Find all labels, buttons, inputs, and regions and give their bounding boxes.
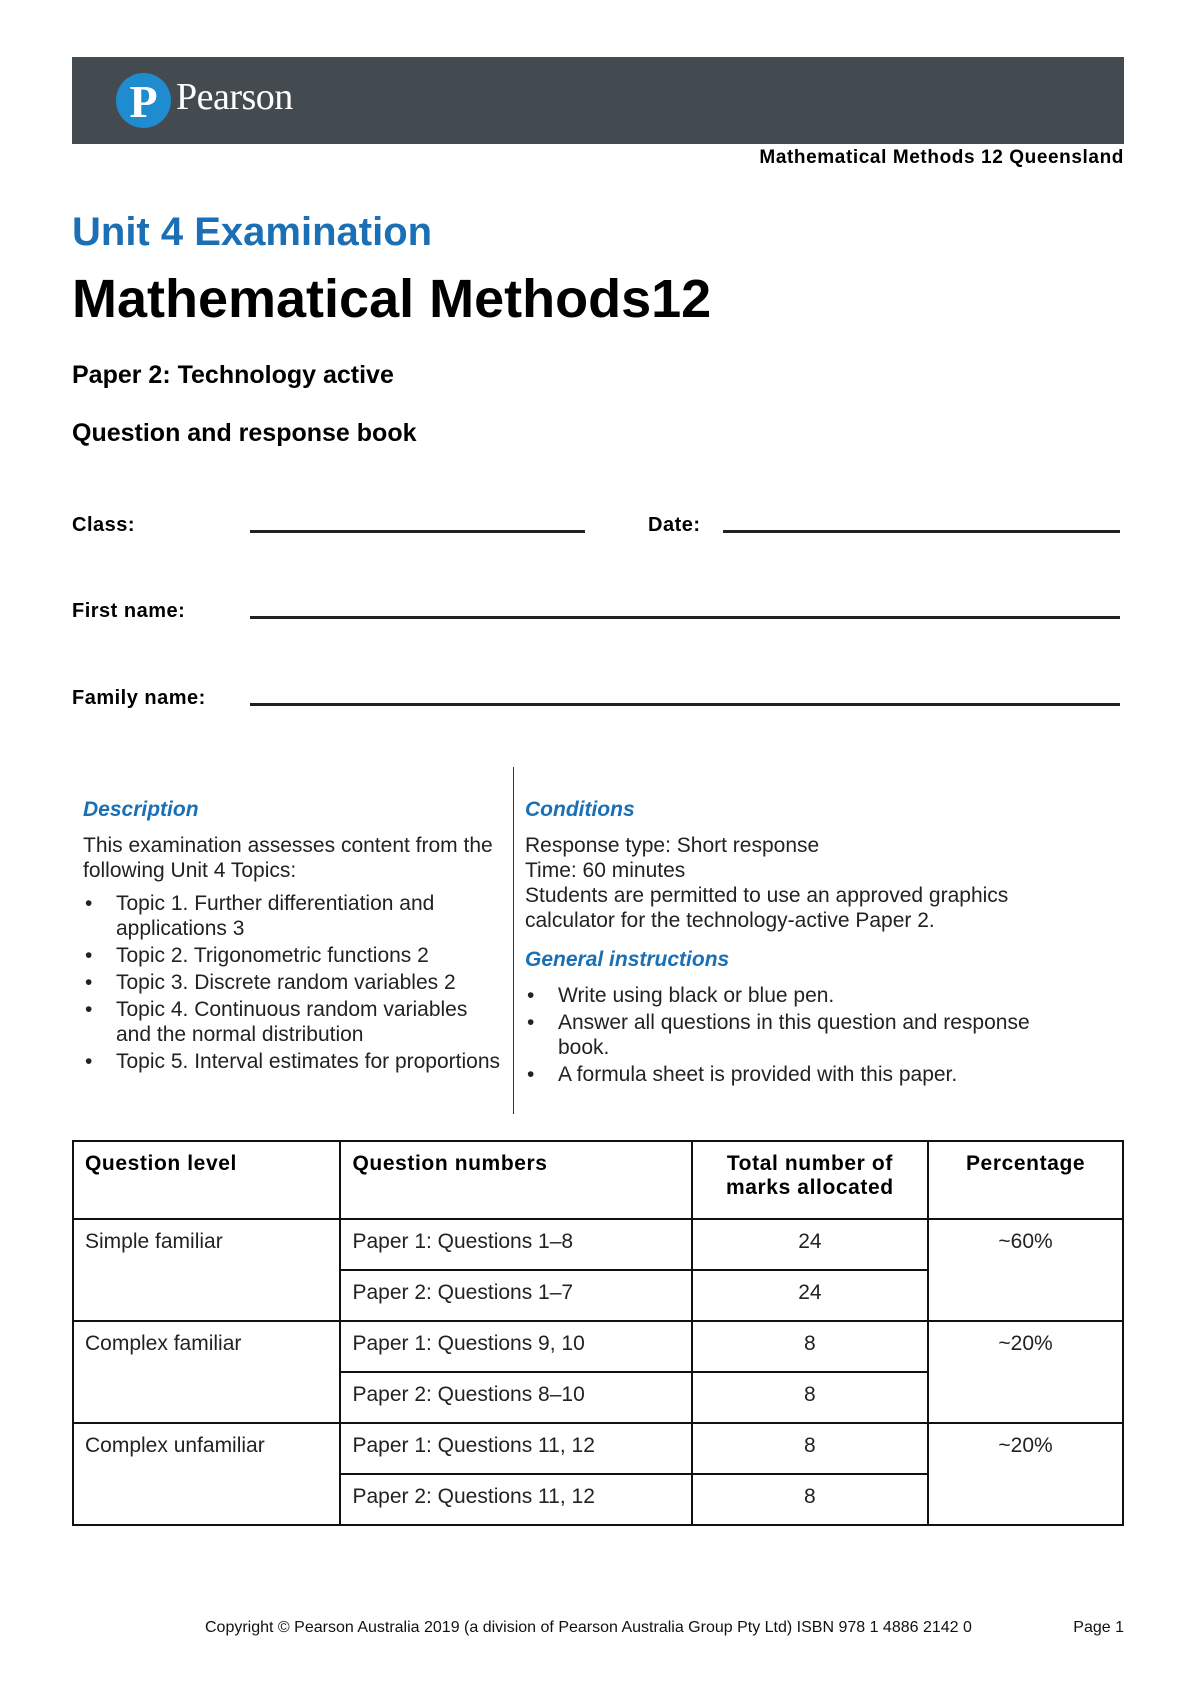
response-type: Response type: Short response [525, 834, 820, 857]
bullet-icon: • [85, 1050, 93, 1073]
date-field[interactable] [723, 530, 1120, 533]
percentage-cell: ~20% [928, 1321, 1123, 1423]
percentage-cell: ~60% [928, 1219, 1123, 1321]
questions-cell: Paper 2: Questions 11, 12 [340, 1474, 691, 1525]
marks-cell: 24 [692, 1270, 929, 1321]
column-header: Total number of marks allocated [692, 1141, 929, 1219]
class-field[interactable] [250, 530, 585, 533]
paper-subtitle: Paper 2: Technology active [72, 361, 394, 389]
marks-cell: 8 [692, 1321, 929, 1372]
instruction-text: Answer all questions in this question and response book. [558, 1011, 1030, 1059]
unit-title: Unit 4 Examination [72, 210, 433, 254]
conditions-panel [525, 797, 1085, 1089]
bullet-icon: • [527, 1011, 535, 1034]
list-item [525, 1010, 1085, 1060]
marks-cell: 8 [692, 1474, 929, 1525]
table-row [73, 1423, 1123, 1474]
column-header: Question numbers [340, 1141, 691, 1219]
table-row [73, 1219, 1123, 1270]
topic-text: Topic 2. Trigonometric functions 2 [116, 944, 429, 967]
page-number: Page 1 [1073, 1619, 1124, 1636]
topic-list [83, 891, 503, 1074]
book-subtitle: Question and response book [72, 419, 417, 447]
list-item [83, 943, 503, 968]
description-intro: This examination assesses content from the following Unit 4 Topics: [83, 834, 493, 882]
marks-cell: 24 [692, 1219, 929, 1270]
table-header-row [73, 1141, 1123, 1219]
questions-cell: Paper 2: Questions 8–10 [340, 1372, 691, 1423]
topic-text: Topic 4. Continuous random variables and the normal distribution [116, 998, 468, 1046]
brand-name: Pearson [176, 76, 293, 118]
table-row [73, 1321, 1123, 1372]
date-label: Date: [648, 514, 701, 536]
family-name-label: Family name: [72, 687, 206, 709]
calculator-note: Students are permitted to use an approved graphics calculator for the technology-active Paper 2. [525, 884, 1009, 932]
copyright-notice: Copyright © Pearson Australia 2019 (a division of Pearson Australia Group Pty Ltd) ISBN 978 1 4886 2142 0 [205, 1619, 972, 1636]
column-divider [513, 767, 514, 1114]
page-title: Mathematical Methods12 [72, 269, 712, 329]
logo-letter: P [129, 76, 158, 127]
column-header: Question level [73, 1141, 340, 1219]
instruction-text: A formula sheet is provided with this paper. [558, 1063, 958, 1086]
list-item [525, 983, 1085, 1008]
questions-cell: Paper 1: Questions 11, 12 [340, 1423, 691, 1474]
list-item [83, 970, 503, 995]
questions-cell: Paper 1: Questions 9, 10 [340, 1321, 691, 1372]
instructions-heading: General instructions [525, 948, 730, 971]
pearson-logo-icon [116, 73, 171, 128]
description-heading: Description [83, 798, 199, 821]
brand-banner [72, 57, 1124, 144]
column-header: Percentage [928, 1141, 1123, 1219]
list-item [83, 1049, 503, 1074]
bullet-icon: • [85, 892, 93, 915]
list-item [525, 1062, 1085, 1087]
bullet-icon: • [527, 1063, 535, 1086]
level-cell: Complex familiar [73, 1321, 340, 1423]
bullet-icon: • [85, 998, 93, 1021]
topic-text: Topic 1. Further differentiation and applications 3 [116, 892, 435, 940]
running-header: Mathematical Methods 12 Queensland [759, 147, 1124, 168]
list-item [83, 891, 503, 941]
bullet-icon: • [85, 944, 93, 967]
percentage-cell: ~20% [928, 1423, 1123, 1525]
questions-cell: Paper 2: Questions 1–7 [340, 1270, 691, 1321]
description-panel [83, 797, 503, 1076]
marks-cell: 8 [692, 1372, 929, 1423]
first-name-label: First name: [72, 600, 186, 622]
list-item [83, 997, 503, 1047]
questions-cell: Paper 1: Questions 1–8 [340, 1219, 691, 1270]
question-level-table [72, 1140, 1124, 1526]
level-cell: Simple familiar [73, 1219, 340, 1321]
class-label: Class: [72, 514, 136, 536]
topic-text: Topic 5. Interval estimates for proportions [116, 1050, 501, 1073]
first-name-field[interactable] [250, 616, 1120, 619]
instruction-list [525, 983, 1085, 1087]
bullet-icon: • [527, 984, 535, 1007]
topic-text: Topic 3. Discrete random variables 2 [116, 971, 456, 994]
family-name-field[interactable] [250, 703, 1120, 706]
marks-cell: 8 [692, 1423, 929, 1474]
level-cell: Complex unfamiliar [73, 1423, 340, 1525]
instruction-text: Write using black or blue pen. [558, 984, 835, 1007]
time-allowed: Time: 60 minutes [525, 859, 686, 882]
bullet-icon: • [85, 971, 93, 994]
conditions-heading: Conditions [525, 798, 635, 821]
